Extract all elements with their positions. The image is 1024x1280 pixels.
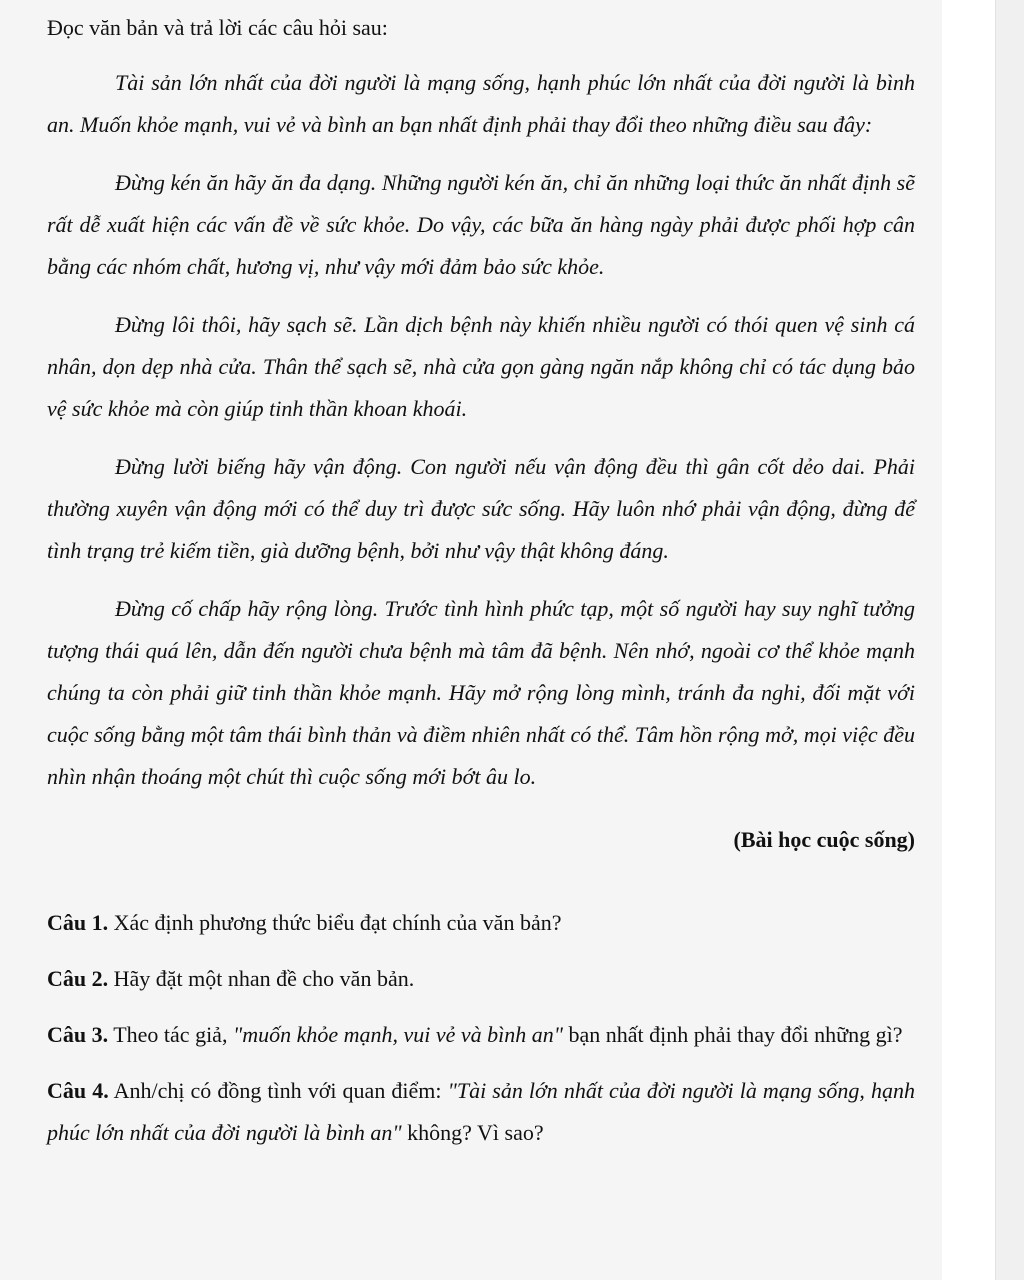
instruction-text: Đọc văn bản và trả lời các câu hỏi sau: [47,15,388,40]
paragraph-intro: Tài sản lớn nhất của đời người là mạng sống, hạnh phúc lớn nhất của đời người là bình an. Muốn khỏe mạnh, vui vẻ và bình an bạn nhất định phải thay đổi theo những điều sau đây: [47,70,915,137]
question-4-text-after: không? Vì sao? [401,1120,544,1145]
question-3 [47,1014,915,1056]
vertical-scrollbar[interactable] [995,0,1024,1280]
question-1 [47,902,915,944]
question-3-text-after: bạn nhất định phải thay đổi những gì? [563,1022,903,1047]
paragraph-exercise: Đừng lười biếng hãy vận động. Con người nếu vận động đều thì gân cốt dẻo dai. Phải thường xuyên vận động mới có thể duy trì được sức sống. Hãy luôn nhớ phải vận động, đừng để tình trạng trẻ kiếm tiền, già dưỡng bệnh, bởi như vậy thật không đáng. [47,454,915,563]
question-3-text-before: Theo tác giả, [108,1022,233,1047]
question-3-label: Câu 3. [47,1022,109,1047]
question-2 [47,958,915,1000]
paragraph-cleanliness: Đừng lôi thôi, hãy sạch sẽ. Lần dịch bệnh này khiến nhiều người có thói quen vệ sinh cá nhân, dọn dẹp nhà cửa. Thân thể sạch sẽ, nhà cửa gọn gàng ngăn nắp không chỉ có tác dụng bảo vệ sức khỏe mà còn giúp tinh thần khoan khoái. [47,312,915,421]
question-4-label: Câu 4. [47,1078,109,1103]
question-1-label: Câu 1. [47,910,109,935]
question-3-quote: "muốn khỏe mạnh, vui vẻ và bình an" [232,1022,564,1047]
source-citation: (Bài học cuộc sống) [733,827,915,852]
question-4-text-before: Anh/chị có đồng tình với quan điểm: [108,1078,448,1103]
question-1-text: Xác định phương thức biểu đạt chính của văn bản? [108,910,562,935]
question-list [47,902,915,1154]
paragraph-eating: Đừng kén ăn hãy ăn đa dạng. Những người kén ăn, chỉ ăn những loại thức ăn nhất định sẽ rất dễ xuất hiện các vấn đề về sức khỏe. Do vậy, các bữa ăn hàng ngày phải được phối hợp cân bằng các nhóm chất, hương vị, như vậy mới đảm bảo sức khỏe. [47,170,915,279]
question-4 [47,1070,915,1154]
question-2-label: Câu 2. [47,966,109,991]
document-content [47,12,915,1168]
question-2-text: Hãy đặt một nhan đề cho văn bản. [108,966,415,991]
question-4-quote: "Tài sản lớn nhất của đời người là mạng sống, hạnh phúc lớn nhất của đời người là bình an" [47,1078,916,1145]
paragraph-openness: Đừng cố chấp hãy rộng lòng. Trước tình hình phức tạp, một số người hay suy nghĩ tưởng tượng thái quá lên, dẫn đến người chưa bệnh mà tâm đã bệnh. Nên nhớ, ngoài cơ thể khỏe mạnh chúng ta còn phải giữ tinh thần khỏe mạnh. Hãy mở rộng lòng mình, tránh đa nghi, đối mặt với cuộc sống bằng một tâm thái bình thản và điềm nhiên nhất có thể. Tâm hồn rộng mở, mọi việc đều nhìn nhận thoáng một chút thì cuộc sống mới bớt âu lo. [47,596,915,789]
